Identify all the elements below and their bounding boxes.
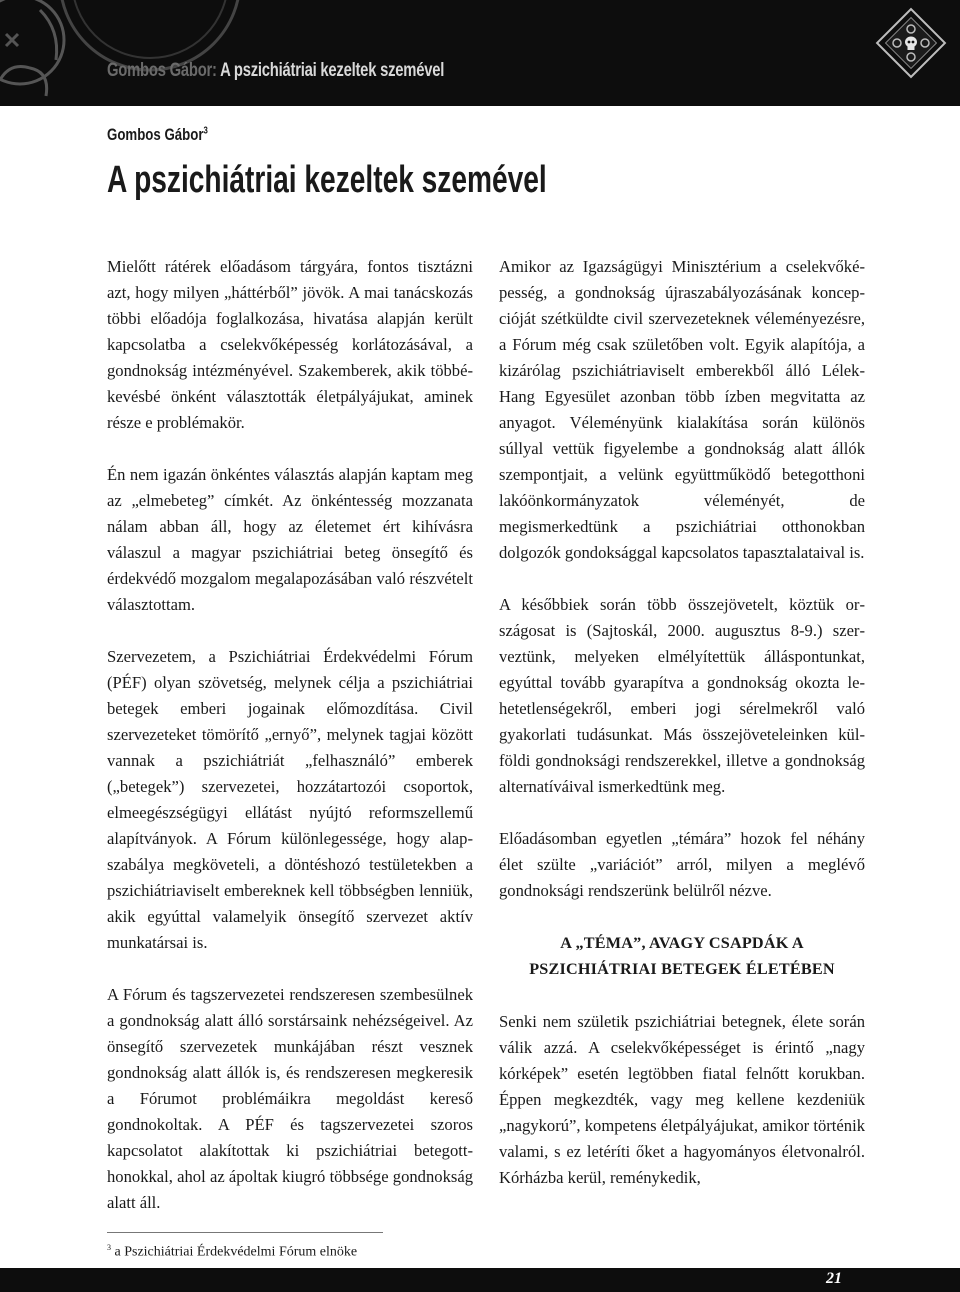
paragraph: A későbbiek során több összejövetelt, köztük országosat is (Sajtoskál, 2000. augusztus 8-9.) szerveztünk, melyeken elmélyítettük álláspontunkat, egyúttal tovább gyarapítva a gondnokság okozta lehetetlenségekről, emberi jogi sérelmekről való gyakorlati tudásunkat. Más összejöveteleinken külföldi gondnoksági rendszerekkel, illetve a gondnokság alternatíváival ismerkedtünk meg. xyxy=(499,595,865,796)
running-header-title: A pszichiátriai kezeltek szemével xyxy=(220,60,445,81)
header-band xyxy=(0,0,960,106)
left-column xyxy=(107,254,473,1242)
author-footnote-mark: 3 xyxy=(203,125,208,137)
section-heading xyxy=(499,930,865,982)
paragraph: Senki nem születik pszichiátriai betegnek, élete során válik azzá. A cselekvőképességet is érintő „nagy kórképek” esetén legtöbben fiatal felnőtt korukban. Éppen megkezdték, vagy meg kellene kezdeniük „nagykorú”, kompetens életpályájukat, amikor történik valami, s ez letéríti őket a hagyományos életvonalról. Kórházba kerül, reménykedik, xyxy=(499,1012,865,1187)
paragraph: Én nem igazán önkéntes választás alapján kaptam meg az „elmebeteg” címkét. Az önkéntesség mozzanata nálam abban áll, hogy az életemet ért kihívásra válaszul a magyar pszichiátriai beteg önsegítő és érdekvédő mozgalom megalapozásában való részvételt választottam. xyxy=(107,465,473,614)
running-header-author: Gombos Gábor: xyxy=(107,60,217,81)
running-header xyxy=(107,60,444,82)
skull-diamond-icon xyxy=(874,6,948,80)
footnote xyxy=(107,1239,357,1262)
article-author-name: Gombos Gábor xyxy=(107,125,204,144)
article-author xyxy=(107,125,208,145)
paragraph: A Fórum és tagszervezetei rendszeresen szembesülnek a gondnokság alatt álló sorstársaink nehézségeivel. Az önsegítő szervezetek munkájában részt vesznek gondnokság alatt állók is, és rendszeresen megkeresik a Fórumot problémáikra megoldást kereső gondnokoltak. A PÉF és tagszervezetei szoros kapcsolatot alakítottak ki pszichiátriai betegotthonokkal, ahol az ápoltak kiugró többsége gondnokság alatt áll. xyxy=(107,985,473,1212)
skull-icon xyxy=(0,0,260,106)
page-number: 21 xyxy=(826,1270,842,1287)
section-heading-line2: PSZICHIÁTRIAI BETEGEK ÉLETÉBEN xyxy=(529,960,835,978)
right-column xyxy=(499,254,865,1217)
paragraph: Amikor az Igazságügyi Minisztérium a cselekvőképesség, a gondnokság újraszabályozásának koncepcióját szétküldte civil szervezeteknek véleményezésre, a Fórum még csak születőben volt. Egyik alapítója, a kizárólag pszichiátriaviselt emberekből álló Lélek-Hang Egyesület azonban több ízben megvitatta az anyagot. Véleményünk kialakítása során különös súllyal vettük figyelembe a gondnokság alatt állók szempontjait, a velünk együttműködő betegotthoni lakóönkormányzatok véleményét, de megismerkedtünk a pszichiátriai otthonokban dolgozók gondoksággal kapcsolatos tapasztalataival is. xyxy=(499,257,865,562)
paragraph: Szervezetem, a Pszichiátriai Érdekvédelmi Fórum (PÉF) olyan szövetség, melynek célja a pszichiátriai betegek emberi jogainak előmozdítása. Civil szervezeteket tömörítő „ernyő”, melynek tagjai között vannak a pszichiátriát „felhasználó” emberek („betegek”) szervezetei, hozzátartozói csoportok, elmeegészségügyi ellátást nyújtó reformszellemű alapítványok. A Fórum különlegessége, hogy alapszabálya megköveteli, a döntéshozó testületekben a pszichiátriaviselt embereknek kell többségben lenniük, akik egyúttal valamelyik önsegítő szervezet aktív munkatársai is. xyxy=(107,647,473,952)
paragraph: Előadásomban egyetlen „témára” hozok fel néhány élet szülte „variációt” arról, milyen a meglévő gondnoksági rendszerünk belülről nézve. xyxy=(499,829,865,900)
section-heading-line1: A „TÉMA”, AVAGY CSAPDÁK A xyxy=(560,934,804,952)
footnote-mark: 3 xyxy=(107,1243,111,1252)
article-title: A pszichiátriai kezeltek szemével xyxy=(107,159,547,201)
paragraph: Mielőtt rátérek előadásom tárgyára, fontos tisztázni azt, hogy milyen „háttérből” jövök. A mai tanácskozás többi előadója foglalkozása, hivatása alapján került kapcsolatba a cselekvőképesség korlátozásával, a gondnokság intézményével. Szakemberek, akik többé-kevésbé önként választották életpályájukat, aminek része e problémakör. xyxy=(107,257,473,432)
footnote-text: a Pszichiátriai Érdekvédelmi Fórum elnöke xyxy=(114,1244,358,1260)
footer-band xyxy=(0,1268,960,1292)
footnote-divider xyxy=(107,1232,383,1233)
